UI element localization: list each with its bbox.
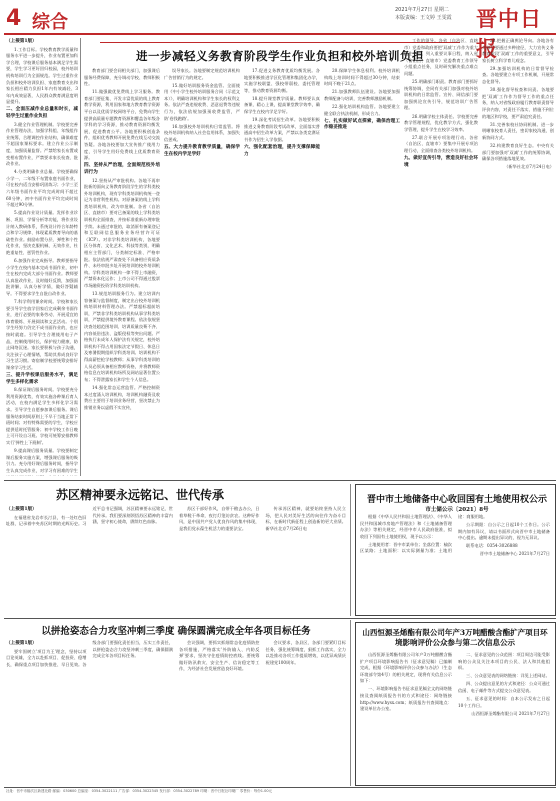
notice-paragraph: 土地使用者：晋中市某单位；坐落位置：榆次区某路；土地面积：以实际测量为准；土地用途：商服用地。 (360, 514, 488, 554)
article-paragraph: 误导家长。各地要制定规范培训机构广告营销行为的规定。 (164, 68, 240, 80)
article-paragraph: 3.健全作业管理机制。学校要完善作业管理办法，加强学科组、年级组作业统筹，合理调控作业结构，确保难度不超国家课标要求。建立作业公示制度，加强质量监督。严禁给家长布置或变相布置作业，严禁要求家长检查、批改作业。 (6, 121, 78, 167)
article-paragraph: 苏区干部好作风，自带干粮去办公，日着草鞋干革命，夜打灯笼访贫农。这种好作风，是中国共产党人优良作风的集中体现，是我们党永葆生机活力的重要法宝。 (179, 506, 260, 531)
article-byline: （上接第1版） (6, 507, 37, 512)
article-3-body (6, 640, 346, 785)
lead-article-column-7 (482, 38, 554, 476)
env-notice-title: 山西恒源圣烯酯有限公司年产3万吨醋酸含酯扩产项目环境影响评价公众参与第二次信息公示 (362, 628, 548, 647)
lead-article-column-1 (6, 38, 78, 476)
lead-byline: （上接第1版） (6, 39, 37, 44)
notice-paragraph: 联系电话：0354-3026888 (466, 543, 518, 549)
article-dateline: （新华社北京7月24日电） (504, 164, 554, 170)
land-notice-title: 晋中市土地储备中心收回国有土地使用权公示 (366, 495, 547, 505)
article-paragraph: 32.构建教育良好生态。中央有关部门要加强对'双减'工作的统筹协调，确保各项措施落地见效。 (482, 142, 554, 162)
article-paragraph: 28.把握正确舆论导向。各地各有关部门要通过多种途径，大力宣传义务教育阶段'双减'工作的重要意义，引导家长树立科学育儿观念。 (482, 38, 554, 63)
article-paragraph: 5.提高作业设计质量。发挥作业诊断、巩固、学情分析等功能，将作业设计纳入教研体系，系统设计符合年龄特点和学习规律、体现素质教育导向的基础性作业。鼓励布置分层、弹性和个性化作业，坚决克服机械、无效作业，杜绝重复性、惩罚性作业。 (6, 210, 78, 255)
section-name: 综合 (32, 12, 68, 33)
article-paragraph: 要牢固树立'项目为王'理念，坚持以项目论英雄，全力以赴抓项目、促投资、稳增长，确保重点项目加快推进、早日见效。各级各部门要强化责任担当，压实工作责任，以拼抢姿态合力攻坚冲刺三季度，确保圆满完成全年各项目标任务。 (6, 640, 173, 667)
page-number: 4 (6, 6, 22, 31)
article-paragraph: 12.坚持从严审批机构。各地不再审批新的面向义务教育阶段学生的学科类校外培训机构，现有学科类培训机构统一登记为非营利性机构。对原备案的线上学科类培训机构，改为审批制。各省（自治区、直辖市）要对已备案的线上学科类培训机构全面排查，并按标准重新办理审批手续。未通过审批的，取消原有备案登记和互联网信息服务业务经营许可证（ICP）。对非学科类培训机构，各地要区分体育、文化艺术、科技等类别，明确相应主管部门，分类制定标准、严格审批。依法依规严肃查处不具备相应资质条件、未经审批多址开展培训的校外培训机构。学科类培训机构一律不得上市融资，严禁资本化运作；上市公司不得通过股票市场融资投资学科类培训机构。 (84, 177, 160, 288)
article-paragraph: 7.科学利用课余时间。学校和家长要引导学生放学回家后完成剩余书面作业，进行必要的家务劳动、开展适宜的体育锻炼、开展阅读和文艺活动。个别学生经努力仍完不成书面作业的，也应按时就寝。引导学生合理使用电子产品，控制使用时长，保护视力健康，防止网络沉迷。家长要积极与孩子沟通，关注孩子心理情绪，帮助其养成良好学习生活习惯。寄宿制学校要统筹安排好课余学习生活。 (6, 299, 78, 370)
lead-article-column-3 (164, 68, 240, 476)
article-paragraph: 22.强化培训机构监管。各地要建立健全联合执法机制，形成合力。 (324, 103, 400, 116)
notice-signoff: 晋中市土地储备中心 2021年7月27日 (479, 551, 550, 557)
article-paragraph: 6.加强作业完成指导。教师要指导小学生在校内基本完成书面作业，初中生在校内完成大部分书面作业。教师要认真批改作业，及时做好反馈，加强面批讲解，认真分析学情，做好答疑辅导。不得要求学生自批自改作业。 (6, 258, 78, 296)
section-heading: 三、提升学校课后服务水平，满足学生多样化需求 (6, 373, 78, 385)
article-paragraph: 1.工作目标。学校教育教学质量和服务水平进一步提升，作业布置更加科学合理，学校课后服务基本满足学生需要，学生学习更好回归校园，校外培训机构培训行为全面规范。学生过重作业负担和校外培训负担、家庭教育支出和家长相应精力负担1年内有效减轻、3年内成效显著，人民群众教育满意度明显提升。 (6, 46, 78, 105)
land-notice-body (360, 514, 550, 610)
article-paragraph: 15.做好培训服务资金监管。全面使用《中小学生校外培训服务合同（示范文本）》，明确培训机构和学生家长的权利义务。依法严查违规收费、恶意退费等违规行为，依法依规加强预收费监管，严防'卷钱跑路'。 (164, 82, 240, 121)
notice-paragraph: 三、公众意见表的网络链接：详见上述网站。 (466, 673, 550, 679)
article-paragraph: 29.加强培训机构的日常督导检查。各地要建立专项工作机制，开展常态化督导。 (482, 65, 554, 85)
article-paragraph: 在福建省龙岩市长汀县，有一处红色旧址群，记录着中央苏区时期的光辉历史。习近平总书记强调，苏区精神要永远铭记、世代传承。我们要深刻领悟苏区精神的丰富内涵，坚守初心使命，赓续红色血脉。 (6, 506, 173, 527)
article-paragraph: 31.完善家校社协同机制。进一步明晰家校育人责任，密切家校沟通，创新协同方式。 (482, 121, 554, 140)
article-2-title: 苏区精神要永远铭记、世代传承 (56, 488, 225, 502)
lead-article-column-2 (84, 68, 160, 476)
column-divider (80, 38, 81, 476)
article-paragraph: 26.明确学校主体责任。学校要完善教学管理规程，优化教学方式，强化教学管理，提升学生在校学习效率。 (404, 113, 478, 132)
article-paragraph: 19.深化考试招生改革。各地要积极推进义务教育阶段考试改革，全面落实普通高中招生改革方案，严禁以各类竞赛证书作为招生入学依据。 (244, 117, 320, 142)
article-paragraph: 16.加强校外培训机构日常监管。将校外培训机构纳入社会信用体系，加强失信惩戒。 (164, 123, 240, 142)
article-paragraph: 17.促进义务教育优质均衡发展。各地要积极推进学区化管理和集团化办学，实施学校联盟、强校带弱校、委托管理等，推动教育资源均衡。 (244, 68, 320, 93)
lead-article-column-4 (244, 68, 320, 476)
section-heading: 九、做好宣传引导，营造良好社会环境 (404, 156, 478, 168)
article-paragraph: 20.保障学生休息权利。校外培训机构线上培训时间不得超过30分钟，结束时间不晚于21点。 (324, 68, 400, 87)
article-paragraph: 会议要求，各县区、各部门要紧盯目标任务，强化统筹调度，狠抓工作落实，全力以赴推动各项工作提质增效，以优异成绩庆祝建党100周年。 (265, 640, 346, 665)
section-heading: 七、扎实做好试点探索，确保治理工作稳妥推进 (324, 118, 400, 131)
footer-info: 社址：晋中市榆次区新建北路 邮编：030600 总编室：0354-3022111 广告部：0354-3022345 发行部：0354-3022789 印刷：晋中日报社印刷厂 零售价：每份1.00元 (6, 789, 273, 793)
issue-editors: 本版责编：王文婷 王雯霞 (395, 15, 452, 21)
article-paragraph: 11.做强做优免费线上学习服务。教育部门要征集、开发丰富优质的线上教育教学资源，利用国家和地方教育教学资源平台以及优质学校网络平台，免费向学生提供高质量专题教育资源和覆盖各年级各学科的学习资源，推动教育资源均衡发展，促进教育公平。各地要积极创造条件，组织优秀教师开展免费在线互动交流答疑。各地各校要加大宣传推广使用力度，引导学生用好免费线上优质教育资源。 (84, 89, 160, 161)
lead-article-column-5 (324, 68, 400, 476)
article-3-title: 以拼抢姿态合力攻坚冲刺三季度 确保圆满完成全年各项目标任务 (41, 626, 311, 637)
section-heading: 五、大力提升教育教学质量，确保学生在校内学足学好 (164, 145, 240, 157)
env-notice-body (360, 652, 550, 780)
article-paragraph: 13.规范培训服务行为。建立培训内容备案与监督制度，制定出台校外培训机构培训材料管理办法。严禁超标超前培训，严禁非学科类培训机构从事学科类培训，严禁提供境外教育课程。依法依规坚决查处超范围培训、培训质量良莠不齐、内容低俗违法、盗版侵权等突出问题。严格执行未成年人保护法有关规定，校外培训机构不得占用国家法定节假日、休息日及寒暑假期组织学科类培训。培训机构不得高薪挖抢学校教师；从事学科类培训的人员必须具备相应教师资格，并将教师资格信息在培训机构场所及网站显著位置公布；不得泄露家长和学生个人信息。 (84, 291, 160, 382)
article-paragraph: 教育部门要会同相关部门，加强课后服务经费保障，充分调动学校、教师积极性。 (84, 68, 160, 87)
notice-paragraph: 四、公众提出意见的方式和途径：公众可通过信函、电子邮件等方式提交公众意见表。 (458, 681, 550, 693)
header-rule (4, 33, 556, 35)
issue-meta (395, 6, 452, 22)
article-paragraph: 25.明确部门职责。教育部门要抓好统筹协调，会同有关部门加强对校外培训机构的日常监管。宣传、网信部门要加强舆论宣传引导，规范培训广告管理。 (404, 79, 478, 111)
article-paragraph: 18.提升课堂教学质量。教师要认真备课、精心上课，提高课堂教学效率，确保学生在校内学足学好。 (244, 95, 320, 115)
section-divider (4, 480, 556, 481)
notice-paragraph: 根据《中华人民共和国土地管理法》、《中华人民共和国城市房地产管理法》和《土地储备管理办法》等相关规定，经晋中市人民政府批准，拟收回下列国有土地使用权，现予以公示： (360, 514, 452, 539)
article-byline: （上接第1版） (6, 641, 37, 646)
article-paragraph: 会议强调，要抓实抓细常态化疫情防控各项措施，严格落实'外防输入、内防反弹'要求，坚决守住疫情防控底线。要统筹做好防汛救灾、安全生产、信访稳定等工作，为经济社会发展营造良好环境。 (179, 640, 260, 672)
column-divider (350, 484, 351, 616)
article-2-body (6, 506, 346, 612)
article-paragraph: 工作的领导。各省（自治区、直辖市）党委和政府要把'双减'工作作为重大民生工程，列入重要议事日程，纳入省（自治区、直辖市）党委教育工作领导小组重点任务，及时研究解决重点难点问题。 (404, 38, 478, 76)
section-heading: 四、坚持从严治理，全面规范校外培训行为 (84, 163, 160, 175)
section-heading: 六、强化配套治理，提升支撑保障能力 (244, 145, 320, 157)
newspaper-logo: 晋中日报 (476, 6, 542, 61)
notice-paragraph: 一、环境影响报告书征求意见稿全文的网络链接及查阅纸质报告书的方式和途径：网络链接http://www.hysx.com；纸质报告书查阅地点：建设单位办公室。 (360, 686, 452, 712)
section-divider (4, 618, 556, 619)
article-paragraph: 27.联合开展专项治理行动。各省（自治区、直辖市）要集中开展专项治理行动，全面排查各类校外培训机构。 (404, 134, 478, 153)
article-paragraph: 30.强化督导检查和问责。各地要把'双减'工作作为督导工作的重点任务，纳入对省级政府履行教育职责督导评价内容，对责任不落实、措施不到位的地区和学校，要严肃追究责任。 (482, 87, 554, 119)
notice-paragraph: 公示期限：自公示之日起10个工作日。公示期内如有异议，请以书面形式向晋中市土地储备中心提出。逾期未提出异议的，视为无异议。 (458, 522, 550, 541)
lead-article-column-6 (404, 38, 478, 476)
article-paragraph: 9.提高课后服务质量。学校要制定课后服务实施方案，增强课后服务的吸引力。充分用好课后服务时间，指导学生认真完成作业，对学习有困难的学生 (6, 448, 78, 473)
notice-signoff: 山西恒源圣烯酯有限公司 2021年7月27日 (471, 710, 550, 716)
notice-paragraph: 山西恒源圣烯酯有限公司年产3万吨醋酸含酯扩产项目环境影响报告书（征求意见稿）已编制完成，根据《环境影响评价公众参与办法》（生态环境部令第4号）的相关规定，现将有关信息公示如下： (360, 652, 452, 684)
section-heading: 二、全面压减作业总量和时长，减轻学生过重作业负担 (6, 107, 78, 120)
notice-paragraph: 二、征求意见的公众范围：项目周边可能受影响的公众及关注本项目的公民、法人和其他组织。 (458, 652, 550, 671)
column-divider (350, 620, 351, 786)
notice-paragraph: 五、征求意见的时间：自本公示发布之日起10个工作日。 (458, 696, 550, 708)
land-notice-number: 市土储公示〔2021〕8号 (425, 507, 489, 513)
lead-article-title: 进一步减轻义务教育阶段学生作业负担和校外培训负担 (136, 49, 424, 63)
article-paragraph: 8.保证课后服务时间。学校要充分利用资源优势，有效实施各种课后育人活动，在校内满足学生多样化学习需求。引导学生自愿参加课后服务。课后服务结束时间原则上不早于当地正常下班时间；对有特殊需要的学生，学校应提供延时托管服务；初中学校工作日晚上可开设自习班。学校可统筹安排教师实行'弹性上下班制'。 (6, 387, 78, 446)
article-paragraph: 传承苏区精神，就要始终坚持人民立场，把人民对美好生活的向往作为奋斗目标，在新时代新征程上创造新的更大业绩。新华社北京7月26日电 (265, 506, 346, 531)
article-paragraph: 4.分类明确作业总量。学校要确保小学一、二年级不布置家庭书面作业，可在校内适当安排巩固练习；小学三至六年级书面作业平均完成时间不超过60分钟，初中书面作业平均完成时间不超过90分钟。 (6, 169, 78, 208)
footer-rule (4, 787, 556, 788)
article-paragraph: 14.强化常态运营监管。严格控制资本过度涌入培训机构，培训机构融资及收费应主要用于培训业务经营，坚决禁止为推销业务以虚假不实宣传， (84, 384, 160, 410)
article-paragraph: 21.加强教师队伍建设。各地要加强教师配备与培训，完善教师激励机制。 (324, 89, 400, 101)
issue-date: 2021年7月27日 星期二 (395, 7, 449, 13)
